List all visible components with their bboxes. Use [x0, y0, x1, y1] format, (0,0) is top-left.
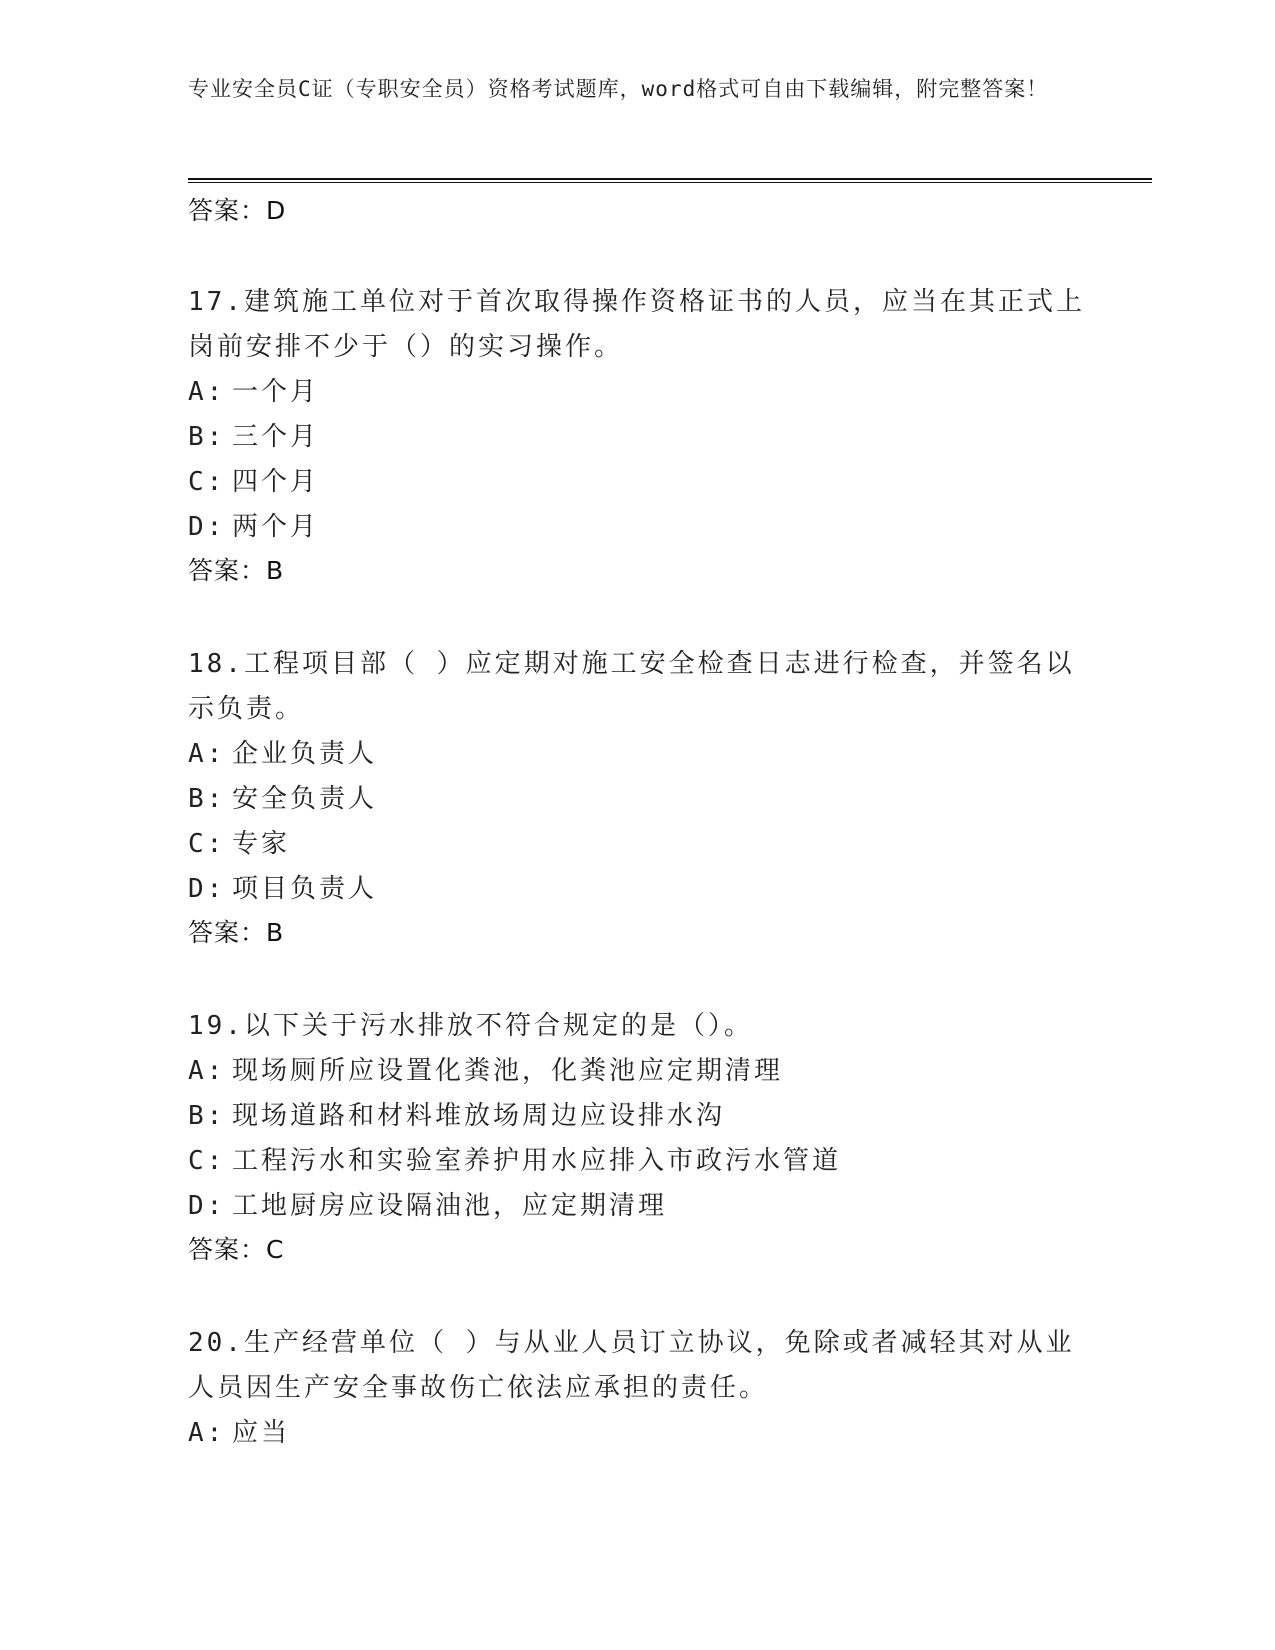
option-key: A:	[188, 1418, 226, 1448]
option-text: 三个月	[232, 422, 320, 452]
option-a	[188, 1049, 1088, 1094]
option-text: 两个月	[232, 512, 320, 542]
option-key: C:	[188, 1146, 226, 1176]
option-key: D:	[188, 874, 226, 904]
option-text: 四个月	[232, 467, 320, 497]
option-c	[188, 460, 1088, 505]
header-divider	[188, 178, 1152, 183]
option-d	[188, 1184, 1088, 1229]
question-stem: 17.建筑施工单位对于首次取得操作资格证书的人员，应当在其正式上岗前安排不少于（）的实习操作。	[188, 287, 1085, 362]
option-a	[188, 370, 1088, 415]
option-text: 安全负责人	[232, 784, 378, 814]
option-c	[188, 822, 1088, 867]
question-stem: 20.生产经营单位（ ）与从业人员订立协议，免除或者减轻其对从业人员因生产安全事故伤亡依法应承担的责任。	[188, 1328, 1075, 1403]
question-17	[188, 280, 1088, 592]
option-key: B:	[188, 1101, 226, 1131]
option-key: A:	[188, 377, 226, 407]
option-text: 工程污水和实验室养护用水应排入市政污水管道	[232, 1146, 842, 1176]
option-text: 企业负责人	[232, 739, 378, 769]
option-text: 现场道路和材料堆放场周边应设排水沟	[232, 1101, 726, 1131]
answer-line: 答案：D	[188, 196, 287, 225]
question-stem: 19.以下关于污水排放不符合规定的是（）。	[188, 1011, 753, 1041]
option-d	[188, 505, 1088, 550]
option-key: A:	[188, 739, 226, 769]
option-b	[188, 777, 1088, 822]
option-a	[188, 732, 1088, 777]
option-key: B:	[188, 422, 226, 452]
option-key: A:	[188, 1056, 226, 1086]
document-header: 专业安全员C证（专职安全员）资格考试题库，word格式可自由下载编辑，附完整答案！	[188, 77, 1049, 101]
option-b	[188, 1094, 1088, 1139]
option-key: B:	[188, 784, 226, 814]
option-text: 应当	[232, 1418, 291, 1448]
option-text: 工地厨房应设隔油池，应定期清理	[232, 1191, 668, 1221]
answer-line: 答案：B	[188, 918, 285, 947]
option-a	[188, 1411, 1088, 1456]
option-text: 专家	[232, 829, 291, 859]
option-key: D:	[188, 512, 226, 542]
answer-line: 答案：B	[188, 556, 285, 585]
option-key: C:	[188, 829, 226, 859]
question-stem: 18.工程项目部（ ）应定期对施工安全检查日志进行检查，并签名以示负责。	[188, 649, 1075, 724]
option-text: 一个月	[232, 377, 320, 407]
option-text: 项目负责人	[232, 874, 378, 904]
option-key: C:	[188, 467, 226, 497]
option-key: D:	[188, 1191, 226, 1221]
question-20	[188, 1321, 1088, 1456]
option-c	[188, 1139, 1088, 1184]
option-text: 现场厕所应设置化粪池，化粪池应定期清理	[232, 1056, 784, 1086]
answer-line: 答案：C	[188, 1235, 285, 1264]
question-list	[188, 190, 1088, 1456]
question-18	[188, 642, 1088, 954]
option-b	[188, 415, 1088, 460]
question-19	[188, 1004, 1088, 1271]
option-d	[188, 867, 1088, 912]
